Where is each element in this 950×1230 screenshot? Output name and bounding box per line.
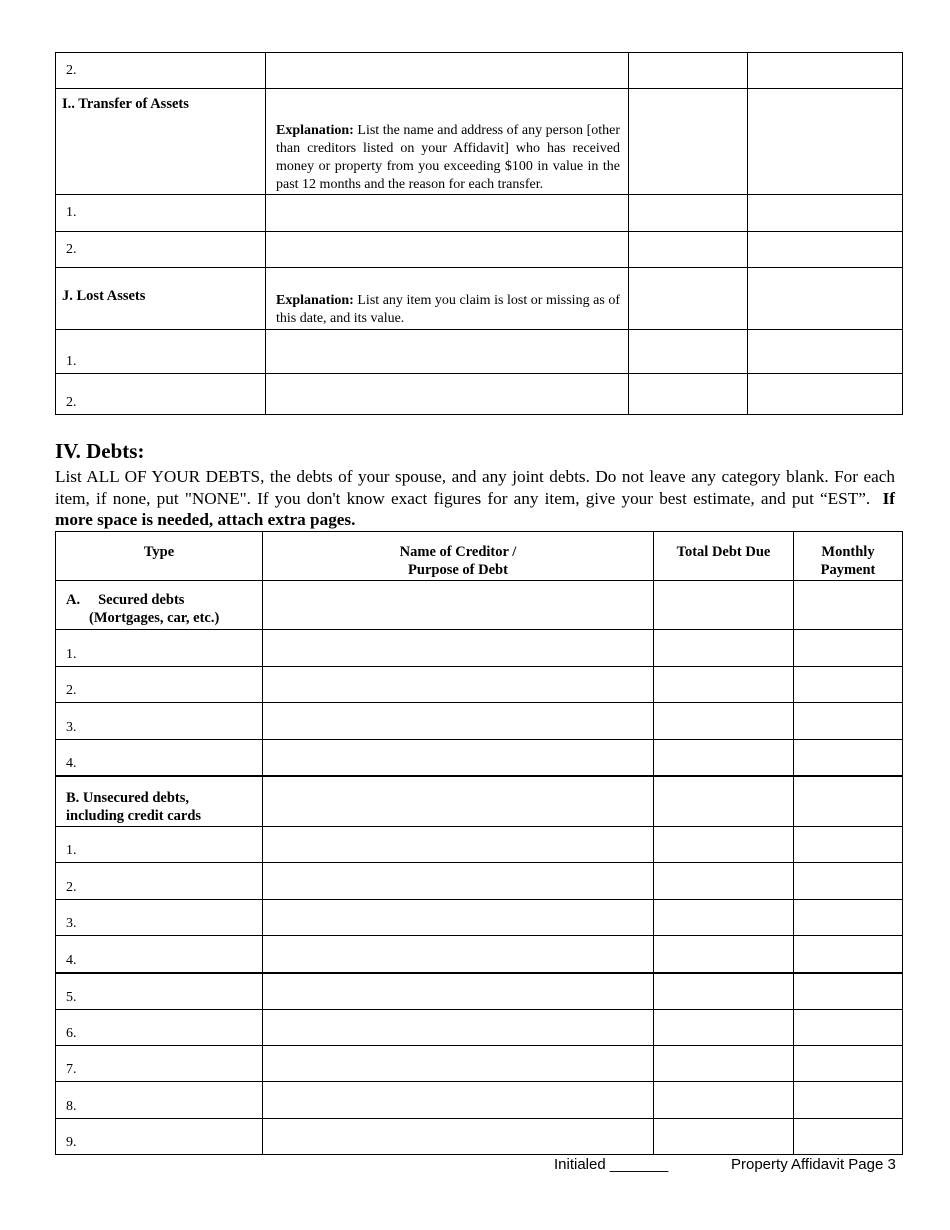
category-letter: A. — [66, 592, 81, 608]
row-number: 1. — [56, 195, 266, 232]
lost-assets-explanation — [266, 268, 629, 330]
total-cell[interactable] — [654, 1010, 794, 1046]
creditor-cell[interactable] — [263, 740, 654, 776]
monthly-header-line1: Monthly — [821, 544, 875, 560]
table-row — [56, 703, 903, 740]
creditor-cell[interactable] — [263, 776, 654, 827]
creditor-cell[interactable] — [263, 863, 654, 900]
total-cell[interactable] — [654, 703, 794, 740]
table-row — [56, 1010, 903, 1046]
lost-assets-header-row — [56, 268, 903, 330]
table-row — [56, 973, 903, 1010]
creditor-cell[interactable] — [263, 973, 654, 1010]
table-row — [56, 630, 903, 667]
value-cell[interactable] — [748, 268, 903, 330]
monthly-cell[interactable] — [794, 581, 903, 630]
row-number: 5. — [56, 973, 263, 1010]
transfer-of-assets-title: I.. Transfer of Assets — [56, 89, 266, 195]
table-row — [56, 232, 903, 268]
value-cell[interactable] — [629, 268, 748, 330]
explanation-label: Explanation: — [276, 293, 354, 308]
creditor-cell[interactable] — [263, 827, 654, 863]
creditor-cell[interactable] — [263, 581, 654, 630]
value-cell[interactable] — [748, 53, 903, 89]
value-cell[interactable] — [748, 374, 903, 415]
table-row — [56, 53, 903, 89]
explanation-text: List any item you claim is lost or missing as of this date, and its value. — [276, 293, 621, 326]
total-cell[interactable] — [654, 973, 794, 1010]
total-cell[interactable] — [654, 863, 794, 900]
monthly-cell[interactable] — [794, 1046, 903, 1082]
total-debt-header: Total Debt Due — [654, 532, 794, 581]
assets-table — [55, 52, 903, 415]
value-cell[interactable] — [748, 195, 903, 232]
monthly-cell[interactable] — [794, 900, 903, 936]
secured-debts-category-row — [56, 581, 903, 630]
row-number: 1. — [56, 330, 266, 374]
row-number: 2. — [56, 667, 263, 703]
total-cell[interactable] — [654, 667, 794, 703]
description-cell[interactable] — [266, 53, 629, 89]
creditor-cell[interactable] — [263, 900, 654, 936]
row-number: 2. — [56, 53, 266, 89]
monthly-cell[interactable] — [794, 740, 903, 776]
total-cell[interactable] — [654, 630, 794, 667]
monthly-cell[interactable] — [794, 667, 903, 703]
total-cell[interactable] — [654, 776, 794, 827]
table-row — [56, 863, 903, 900]
unsecured-debts-title-line1: B. Unsecured debts, — [66, 789, 189, 806]
monthly-cell[interactable] — [794, 1010, 903, 1046]
explanation-text: List the name and address of any person [other than creditors listed on your Affidavit] who has received money or property from you exceeding $100 in value in the past 12 months and the reason for each transfer. — [276, 123, 621, 192]
creditor-cell[interactable] — [263, 1046, 654, 1082]
creditor-cell[interactable] — [263, 936, 654, 973]
description-cell[interactable] — [266, 232, 629, 268]
value-cell[interactable] — [629, 374, 748, 415]
total-cell[interactable] — [654, 1082, 794, 1119]
row-number: 6. — [56, 1010, 263, 1046]
table-row — [56, 1046, 903, 1082]
table-row — [56, 195, 903, 232]
monthly-cell[interactable] — [794, 973, 903, 1010]
lost-assets-title: J. Lost Assets — [56, 268, 266, 330]
row-number: 4. — [56, 740, 263, 776]
creditor-cell[interactable] — [263, 1010, 654, 1046]
unsecured-debts-label — [56, 776, 263, 827]
row-number: 1. — [56, 630, 263, 667]
monthly-cell[interactable] — [794, 630, 903, 667]
value-cell[interactable] — [748, 330, 903, 374]
creditor-header-line1: Name of Creditor / — [399, 544, 517, 560]
monthly-payment-header — [794, 532, 903, 581]
creditor-header — [263, 532, 654, 581]
creditor-cell[interactable] — [263, 667, 654, 703]
row-number: 8. — [56, 1082, 263, 1119]
monthly-cell[interactable] — [794, 703, 903, 740]
total-cell[interactable] — [654, 581, 794, 630]
debts-table — [55, 531, 903, 1155]
table-row — [56, 374, 903, 415]
creditor-cell[interactable] — [263, 703, 654, 740]
initialed-field[interactable]: Initialed _______ — [554, 1156, 669, 1173]
total-cell[interactable] — [654, 1119, 794, 1155]
table-row — [56, 740, 903, 776]
explanation-label: Explanation: — [276, 123, 354, 138]
secured-debts-title: Secured debts — [98, 592, 185, 608]
monthly-cell[interactable] — [794, 776, 903, 827]
row-number: 2. — [56, 374, 266, 415]
description-cell[interactable] — [266, 330, 629, 374]
monthly-cell[interactable] — [794, 1119, 903, 1155]
transfer-of-assets-explanation — [266, 89, 629, 195]
table-row — [56, 900, 903, 936]
debts-instructions — [55, 466, 895, 531]
value-cell[interactable] — [629, 330, 748, 374]
row-number: 2. — [56, 863, 263, 900]
value-cell[interactable] — [629, 53, 748, 89]
unsecured-debts-category-row — [56, 776, 903, 827]
table-row — [56, 667, 903, 703]
total-cell[interactable] — [654, 1046, 794, 1082]
monthly-cell[interactable] — [794, 1082, 903, 1119]
value-cell[interactable] — [629, 195, 748, 232]
value-cell[interactable] — [748, 89, 903, 195]
description-cell[interactable] — [266, 195, 629, 232]
transfer-of-assets-header-row — [56, 89, 903, 195]
total-cell[interactable] — [654, 827, 794, 863]
monthly-cell[interactable] — [794, 827, 903, 863]
type-header: Type — [56, 532, 263, 581]
row-number: 3. — [56, 900, 263, 936]
monthly-header-line2: Payment — [820, 562, 876, 578]
value-cell[interactable] — [629, 232, 748, 268]
unsecured-debts-title-line2: including credit cards — [66, 807, 202, 824]
table-row — [56, 936, 903, 973]
row-number: 1. — [56, 827, 263, 863]
value-cell[interactable] — [629, 89, 748, 195]
row-number: 7. — [56, 1046, 263, 1082]
table-row — [56, 1082, 903, 1119]
row-number: 3. — [56, 703, 263, 740]
total-cell[interactable] — [654, 900, 794, 936]
total-cell[interactable] — [654, 740, 794, 776]
secured-debts-subtitle: (Mortgages, car, etc.) — [89, 610, 220, 626]
creditor-header-line2: Purpose of Debt — [408, 562, 508, 578]
debts-header-row — [56, 532, 903, 581]
table-row — [56, 330, 903, 374]
secured-debts-label — [56, 581, 263, 630]
creditor-cell[interactable] — [263, 1082, 654, 1119]
page-label: Property Affidavit Page 3 — [731, 1156, 896, 1173]
value-cell[interactable] — [748, 232, 903, 268]
monthly-cell[interactable] — [794, 936, 903, 973]
creditor-cell[interactable] — [263, 1119, 654, 1155]
row-number: 9. — [56, 1119, 263, 1155]
creditor-cell[interactable] — [263, 630, 654, 667]
instructions-text: List ALL OF YOUR DEBTS, the debts of your spouse, and any joint debts. Do not leave any category blank. For each item, if none, put "NONE". If you don't know exact figures for any item, give your best estimate, and put “EST”. — [55, 467, 895, 508]
table-row — [56, 1119, 903, 1155]
debts-heading: IV. Debts: — [55, 439, 145, 463]
table-row — [56, 827, 903, 863]
monthly-cell[interactable] — [794, 863, 903, 900]
total-cell[interactable] — [654, 936, 794, 973]
description-cell[interactable] — [266, 374, 629, 415]
row-number: 4. — [56, 936, 263, 973]
instructions-bold-text: If more space is needed, attach extra pages. — [55, 488, 896, 529]
row-number: 2. — [56, 232, 266, 268]
